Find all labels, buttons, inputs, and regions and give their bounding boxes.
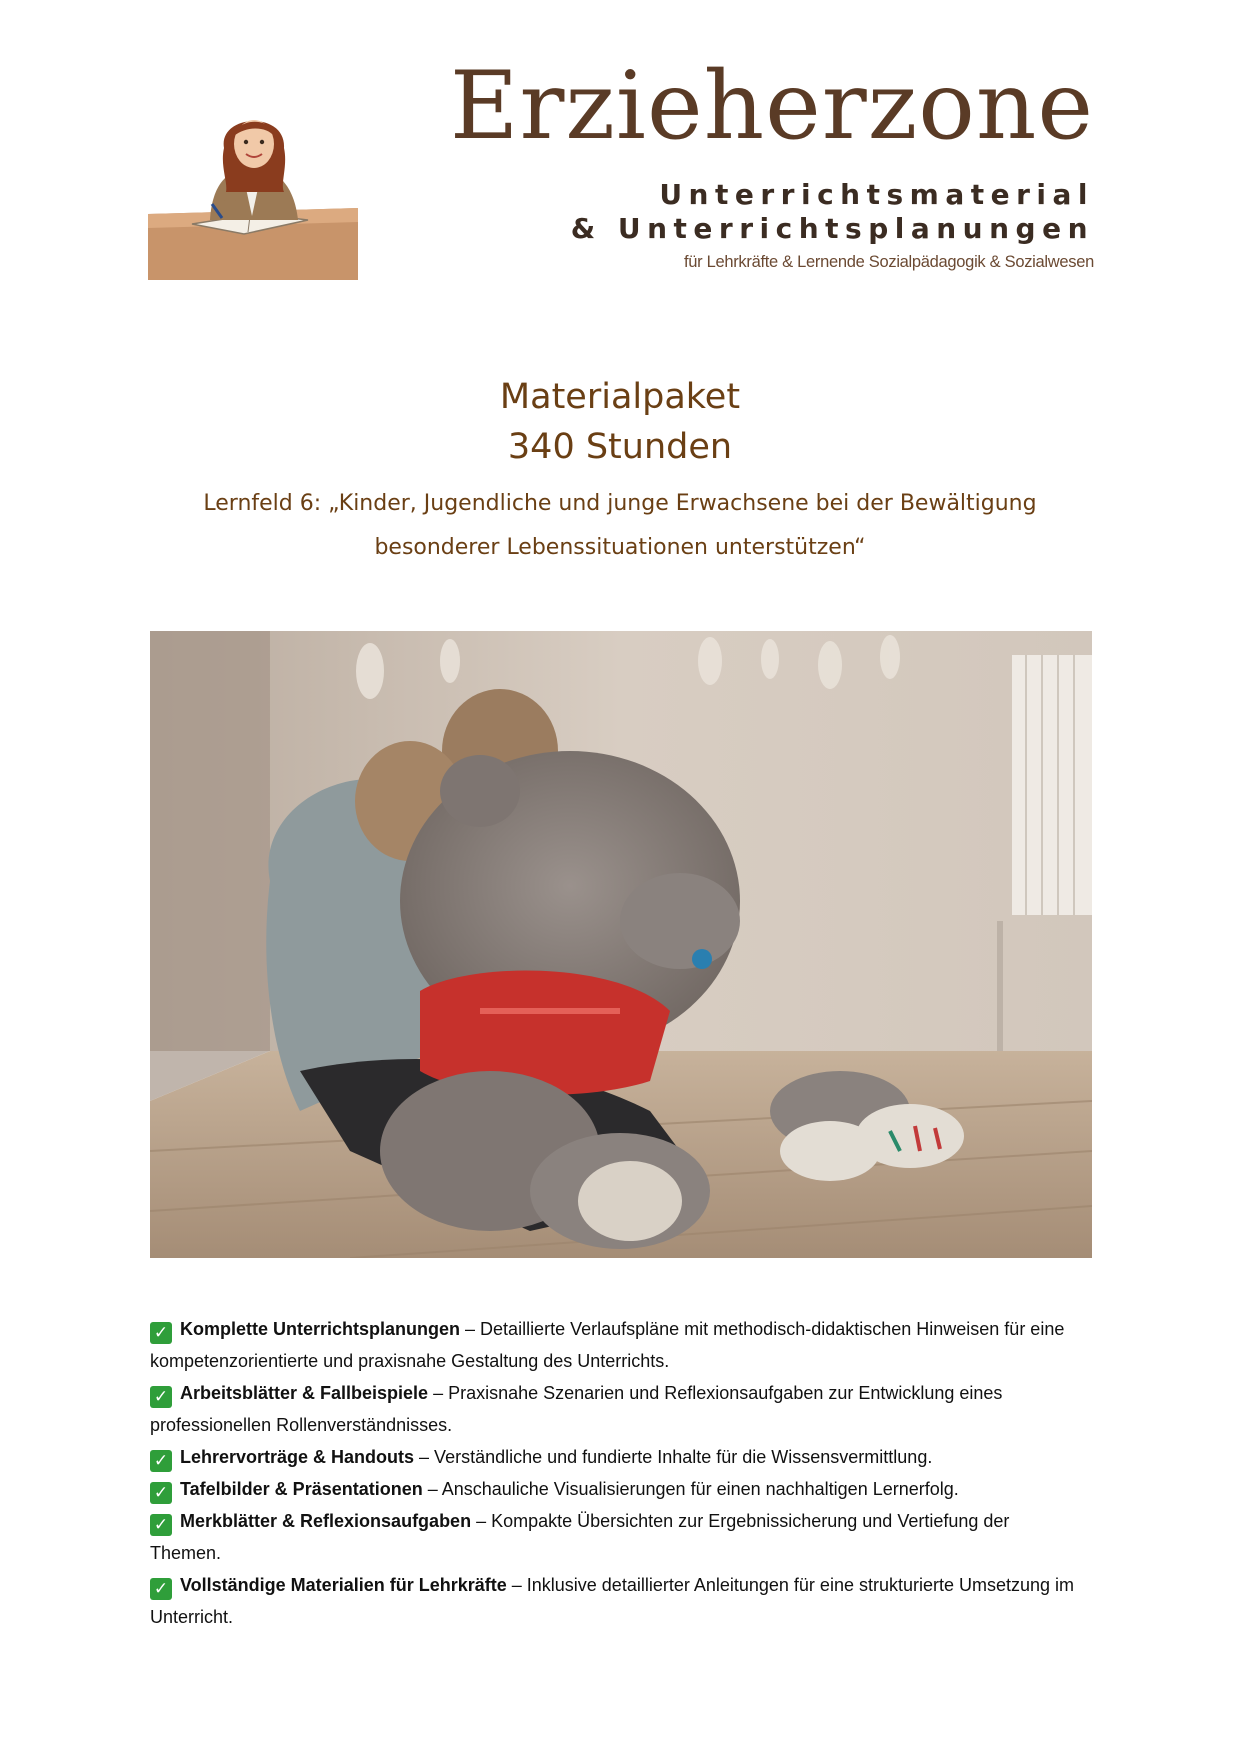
feature-title: Lehrervorträge & Handouts xyxy=(180,1447,415,1467)
feature-description: – Kompakte Übersichten zur Ergebnissicherung und Vertiefung der Themen. xyxy=(150,1511,1010,1563)
feature-title: Merkblätter & Reflexionsaufgaben xyxy=(180,1511,472,1531)
feature-description: – Inklusive detaillierter Anleitungen für eine strukturierte Umsetzung im Unterricht. xyxy=(150,1575,1075,1627)
feature-description: – Verständliche und fundierte Inhalte für die Wissensvermittlung. xyxy=(414,1447,933,1467)
feature-item xyxy=(150,1441,1080,1473)
feature-item xyxy=(150,1313,1080,1377)
feature-item xyxy=(150,1569,1080,1633)
brand-block xyxy=(449,52,1094,272)
feature-item xyxy=(150,1473,1080,1505)
check-mark-icon: ✓ xyxy=(150,1514,172,1536)
cover-photo xyxy=(150,631,1092,1258)
brand-name: Erzieherzone xyxy=(449,52,1094,161)
check-mark-icon: ✓ xyxy=(150,1450,172,1472)
package-hours: 340 Stunden xyxy=(507,427,733,467)
learning-field-title: Lernfeld 6: „Kinder, Jugendliche und junge Erwachsene bei der Bewältigung besonderer Lebenssituationen unterstützen“ xyxy=(203,491,1037,560)
package-title: Materialpaket xyxy=(499,377,741,417)
feature-title: Tafelbilder & Präsentationen xyxy=(180,1479,423,1499)
feature-description: – Praxisnahe Szenarien und Reflexionsaufgaben zur Entwicklung eines professionellen Rollenverständnisses. xyxy=(150,1383,1003,1435)
check-mark-icon: ✓ xyxy=(150,1386,172,1408)
feature-list xyxy=(150,1313,1080,1633)
check-mark-icon: ✓ xyxy=(150,1578,172,1600)
feature-description: – Anschauliche Visualisierungen für einen nachhaltigen Lernerfolg. xyxy=(422,1479,959,1499)
brand-tagline-line1: Unterrichtsmaterial xyxy=(659,178,1094,211)
feature-title: Komplette Unterrichtsplanungen xyxy=(180,1319,461,1339)
title-block xyxy=(0,372,1240,570)
feature-title: Arbeitsblätter & Fallbeispiele xyxy=(180,1383,429,1403)
feature-title: Vollständige Materialien für Lehrkräfte xyxy=(180,1575,507,1595)
brand-tagline-line2: & Unterrichtsplanungen xyxy=(570,211,1094,245)
check-mark-icon: ✓ xyxy=(150,1322,172,1344)
brand-subtitle: für Lehrkräfte & Lernende Sozialpädagogik & Sozialwesen xyxy=(683,253,1094,272)
feature-item xyxy=(150,1377,1080,1441)
feature-item xyxy=(150,1505,1080,1569)
feature-description: – Detaillierte Verlaufspläne mit methodisch-didaktischen Hinweisen für eine kompetenzorientierte und praxisnahe Gestaltung des Unterrichts. xyxy=(150,1319,1065,1371)
check-mark-icon: ✓ xyxy=(150,1482,172,1504)
teacher-illustration xyxy=(148,96,358,280)
